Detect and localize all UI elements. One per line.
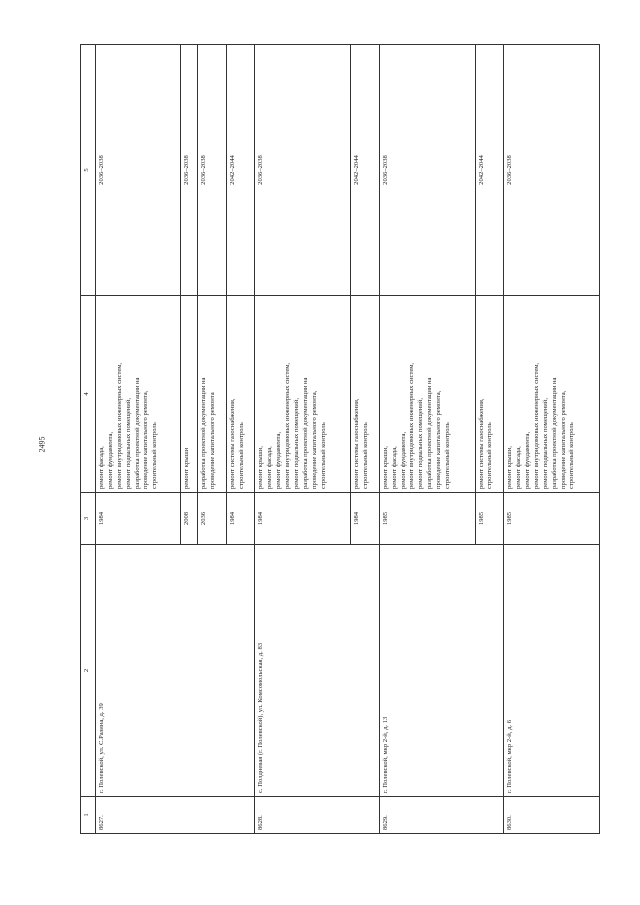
entry-works: [351, 296, 380, 493]
work-item: ремонт подвальных помещений,: [292, 398, 300, 489]
header-col-1: 1: [81, 797, 96, 834]
header-col-5: 5: [81, 45, 96, 296]
work-item: разработка проектной документации на: [301, 377, 309, 489]
work-item: строительный контроль: [444, 422, 452, 489]
work-item: проведение капитального ремонта,: [435, 390, 443, 489]
work-item: разработка проектной документации на: [133, 377, 141, 489]
work-item: ремонт фундамента,: [399, 431, 407, 489]
table-row: [255, 45, 351, 834]
work-item: ремонт фасада,: [98, 446, 105, 489]
work-item: проведение капитального ремонта,: [142, 390, 150, 489]
work-item: ремонт крыши,: [381, 446, 389, 489]
row-address: г. Полевской, мкр 2-й, д. 13: [379, 545, 503, 797]
work-item: строительный контроль: [151, 422, 159, 489]
work-item: ремонт подвальных помещений,: [541, 398, 549, 489]
work-item: строительный контроль: [362, 422, 370, 489]
work-item: ремонт фундамента,: [106, 431, 114, 489]
entry-year: 1984: [96, 493, 181, 545]
entry-year: 1985: [379, 493, 475, 545]
work-item: разработка проектной документации на: [200, 377, 208, 489]
table-row: [504, 45, 600, 834]
entry-works: [504, 296, 600, 493]
entry-year: 1984: [255, 493, 351, 545]
entry-year: 1984: [351, 493, 380, 545]
entry-works: [180, 296, 197, 493]
work-item: строительный контроль: [237, 422, 245, 489]
entry-works: [255, 296, 351, 493]
work-item: ремонт системы газоснабжения,: [477, 398, 485, 489]
entry-year: 2008: [180, 493, 197, 545]
repair-schedule-table: [80, 44, 600, 834]
entry-year: 1985: [475, 493, 504, 545]
work-item: ремонт фасада,: [390, 446, 398, 489]
page-number: 2495: [37, 436, 47, 453]
header-row: [81, 45, 96, 834]
entry-period: 2036–2038: [255, 45, 351, 296]
row-address: г. Полевской, ул. С.Разина, д. 39: [96, 545, 255, 797]
work-item: проведение капитального ремонта,: [559, 390, 567, 489]
work-item: ремонт внутридомовых инженерных систем,: [532, 362, 540, 489]
work-item: ремонт внутридомовых инженерных систем,: [284, 362, 292, 489]
header-col-3: 3: [81, 493, 96, 545]
row-number: 8627.: [96, 797, 255, 834]
entry-period: 2036–2038: [96, 45, 181, 296]
entry-period: 2042–2044: [226, 45, 255, 296]
work-item: ремонт внутридомовых инженерных систем,: [115, 362, 123, 489]
work-item: ремонт подвальных помещений,: [124, 398, 132, 489]
entry-period: 2042–2044: [475, 45, 504, 296]
work-item: ремонт крыши,: [257, 446, 265, 489]
row-address: с. Полдневая (г. Полевской), ул. Комсомольская, д. 83: [255, 545, 379, 797]
table-body: [96, 45, 600, 834]
entry-year: 1984: [226, 493, 255, 545]
rotated-table-frame: [80, 80, 600, 834]
work-item: проведение капитального ремонта: [208, 392, 216, 489]
row-number: 8629.: [379, 797, 503, 834]
table-container: [80, 80, 600, 834]
work-item: ремонт подвальных помещений,: [417, 398, 425, 489]
work-item: ремонт фундамента,: [275, 431, 283, 489]
entry-period: 2042–2044: [351, 45, 380, 296]
entry-works: [475, 296, 504, 493]
work-item: ремонт внутридомовых инженерных систем,: [408, 362, 416, 489]
entry-works: [379, 296, 475, 493]
work-item: ремонт крыши: [182, 447, 190, 489]
work-item: проведение капитального ремонта,: [310, 390, 318, 489]
entry-works: [226, 296, 255, 493]
entry-year: 2036: [198, 493, 227, 545]
row-number: 8630.: [504, 797, 600, 834]
work-item: строительный контроль: [319, 422, 327, 489]
entry-period: 2036–2038: [379, 45, 475, 296]
entry-period: 2036–2038: [504, 45, 600, 296]
row-number: 8628.: [255, 797, 379, 834]
work-item: ремонт системы газоснабжения,: [353, 398, 361, 489]
work-item: ремонт системы газоснабжения,: [228, 398, 236, 489]
entry-works: [198, 296, 227, 493]
row-address: г. Полевской, мкр 2-й, д. 6: [504, 545, 600, 797]
work-item: ремонт фасада,: [515, 446, 523, 489]
header-col-2: 2: [81, 545, 96, 797]
table-row: [379, 45, 475, 834]
work-item: ремонт фасада,: [266, 446, 274, 489]
work-item: разработка проектной документации на: [426, 377, 434, 489]
work-item: строительный контроль: [486, 422, 494, 489]
entry-year: 1985: [504, 493, 600, 545]
work-item: ремонт крыши,: [506, 446, 514, 489]
work-item: строительный контроль: [568, 422, 576, 489]
entry-works: [96, 296, 181, 493]
entry-period: 2036–2038: [198, 45, 227, 296]
header-col-4: 4: [81, 296, 96, 493]
work-item: ремонт фундамента,: [523, 431, 531, 489]
table-row: [96, 45, 181, 834]
entry-period: 2036–2038: [180, 45, 197, 296]
work-item: разработка проектной документации на: [550, 377, 558, 489]
